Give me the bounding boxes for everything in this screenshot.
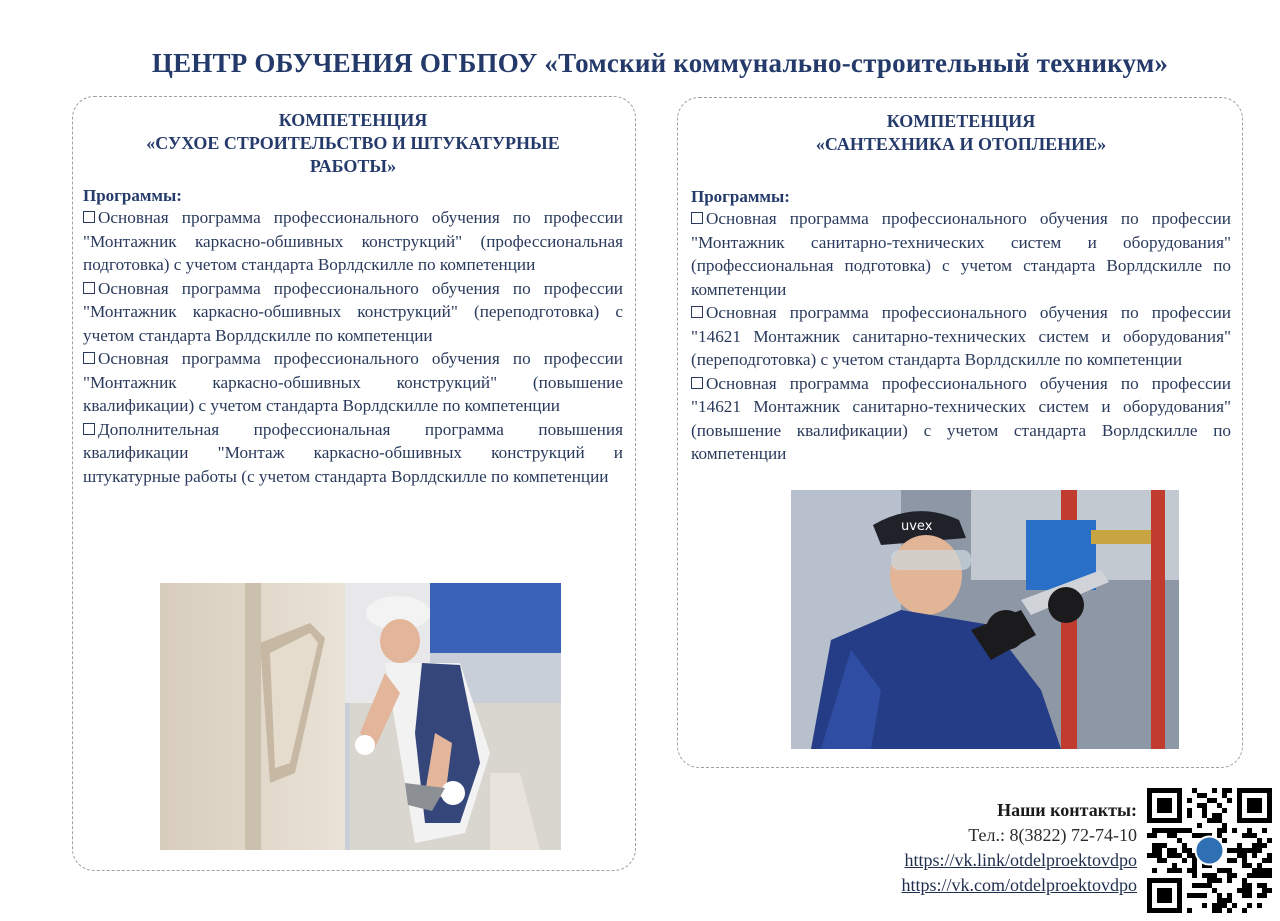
program-item: Основная программа профессионального обучения по профессии "Монтажник санитарно-технических систем и оборудования" (профессиональная подготовка) с учетом стандарта Ворлдскилле по компетенции <box>691 209 1231 299</box>
page-title: ЦЕНТР ОБУЧЕНИЯ ОГБПОУ «Томский коммунально-строительный техникум» <box>151 48 1169 78</box>
checkbox-bullet-icon <box>83 423 95 435</box>
program-item: Дополнительная профессиональная программа повышения квалификации "Монтаж каркасно-обшивных конструкций и штукатурные работы (с учетом стандарта Ворлдскилле по компетенции <box>83 419 623 486</box>
program-item: Основная программа профессионального обучения по профессии "14621 Монтажник санитарно-технических систем и оборудования" (повышение квалификации) с учетом стандарта Ворлдскилле по компетенции <box>691 373 1231 463</box>
checkbox-bullet-icon <box>691 212 703 224</box>
vk-link-full[interactable]: https://vk.com/otdelproektovdpo <box>901 875 1137 895</box>
program-item: Основная программа профессионального обучения по профессии "Монтажник каркасно-обшивных конструкций" (повышение квалификации) с учетом стандарта Ворлдскилле по компетенции <box>83 349 623 415</box>
contacts-heading: Наши контакты: <box>997 800 1137 820</box>
competence-panel-plumbing <box>677 97 1243 768</box>
vk-link-short[interactable]: https://vk.link/otdelproektovdpo <box>904 850 1137 870</box>
programs-label: Программы: <box>691 187 790 206</box>
program-item: Основная программа профессионального обучения по профессии "Монтажник каркасно-обшивных конструкций" (переподготовка) с учетом стандарта Ворлдскилле по компетенции <box>83 278 623 345</box>
competence-heading <box>83 109 623 178</box>
program-item: Основная программа профессионального обучения по профессии "Монтажник каркасно-обшивных конструкций" (профессиональная подготовка) с учетом стандарта Ворлдскилле по компетенции <box>83 208 623 274</box>
programs-label: Программы: <box>83 186 182 205</box>
plumbing-worker-photo <box>791 490 1179 749</box>
competence-label: КОМПЕТЕНЦИЯ <box>278 110 428 130</box>
drywall-worker-photo <box>160 583 561 850</box>
competence-name-line2: РАБОТЫ» <box>309 156 397 176</box>
competence-name-line1: «СУХОЕ СТРОИТЕЛЬСТВО И ШТУКАТУРНЫЕ <box>146 133 560 153</box>
checkbox-bullet-icon <box>691 306 703 318</box>
cap-logo-text: uvex <box>901 519 933 534</box>
competence-heading <box>691 110 1231 156</box>
competence-name-line1: «САНТЕХНИКА И ОТОПЛЕНИЕ» <box>815 134 1107 154</box>
checkbox-bullet-icon <box>691 377 703 389</box>
contact-phone: Тел.: 8(3822) 72-74-10 <box>968 825 1137 845</box>
qr-code-icon[interactable] <box>1147 788 1273 912</box>
program-item: Основная программа профессионального обучения по профессии "14621 Монтажник санитарно-технических систем и оборудования" (переподготовка) с учетом стандарта Ворлдскилле по компетенции <box>691 303 1231 369</box>
competence-label: КОМПЕТЕНЦИЯ <box>886 111 1036 131</box>
contacts-block <box>902 798 1137 898</box>
checkbox-bullet-icon <box>83 211 95 223</box>
competence-panel-drywall <box>72 96 636 871</box>
checkbox-bullet-icon <box>83 282 95 294</box>
checkbox-bullet-icon <box>83 352 95 364</box>
